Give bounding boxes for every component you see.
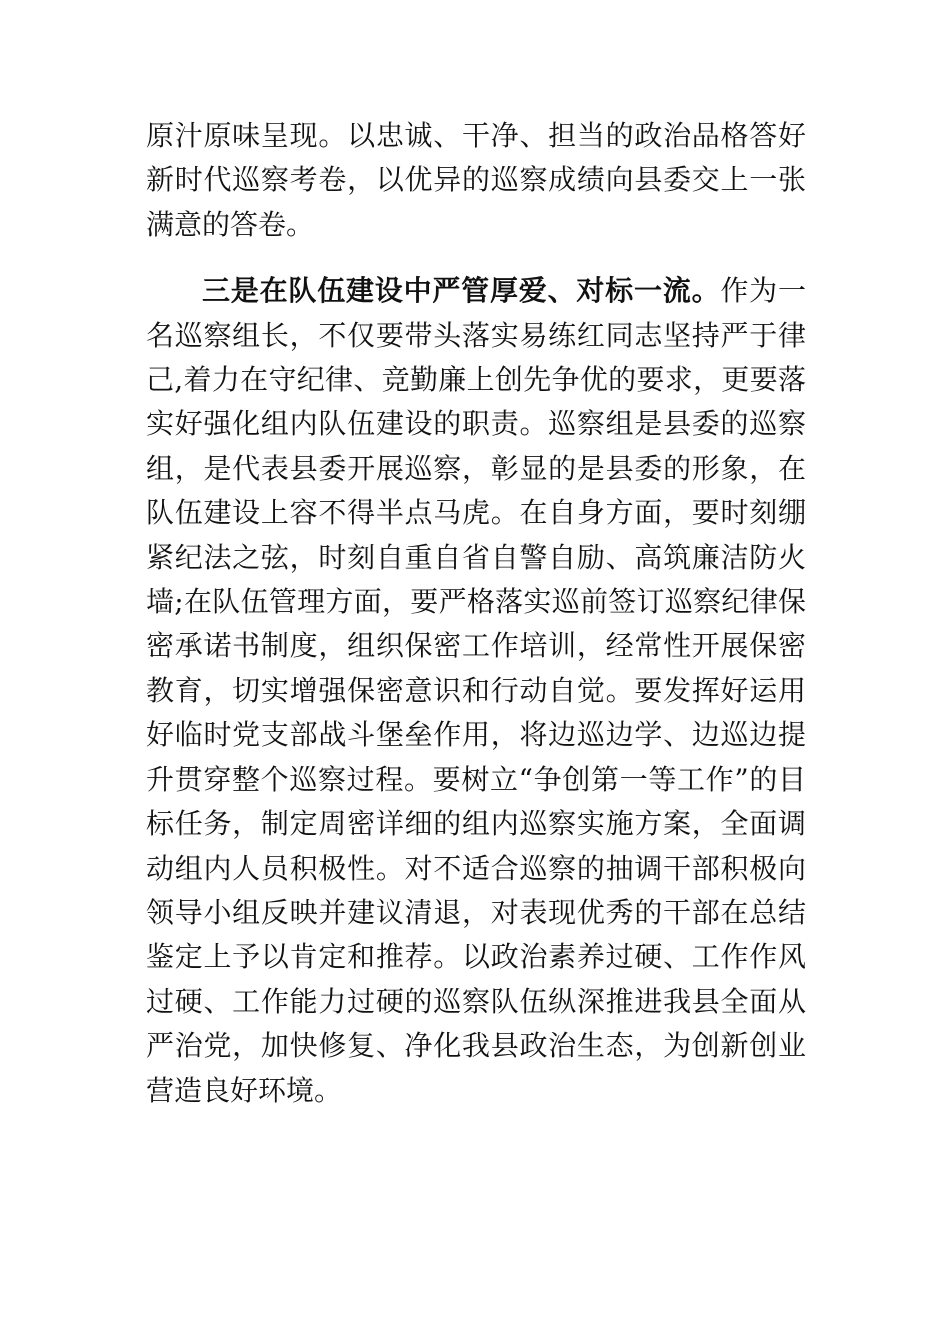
document-body bbox=[146, 114, 806, 1113]
paragraph-1 bbox=[146, 114, 806, 247]
paragraph-2-text: 作为一名巡察组长，不仅要带头落实易练红同志坚持严于律己,着力在守纪律、竞勤廉上创先争优的要求，更要落实好强化组内队伍建设的职责。巡察组是县委的巡察组，是代表县委开展巡察，彰显的是县委的形象，在队伍建设上容不得半点马虎。在自身方面，要时刻绷紧纪法之弦，时刻自重自省自警自励、高筑廉洁防火墙;在队伍管理方面，要严格落实巡前签订巡察纪律保密承诺书制度，组织保密工作培训，经常性开展保密教育，切实增强保密意识和行动自觉。要发挥好运用好临时党支部战斗堡垒作用，将边巡边学、边巡边提升贯穿整个巡察过程。要树立“争创第一等工作”的目标任务，制定周密详细的组内巡察实施方案，全面调动组内人员积极性。对不适合巡察的抽调干部积极向领导小组反映并建议清退，对表现优秀的干部在总结鉴定上予以肯定和推荐。以政治素养过硬、工作作风过硬、工作能力过硬的巡察队伍纵深推进我县全面从严治党，加快修复、净化我县政治生态，为创新创业营造良好环境。 bbox=[146, 274, 806, 1107]
paragraph-2-heading: 三是在队伍建设中严管厚爱、对标一流。 bbox=[202, 274, 721, 308]
paragraph-1-text: 原汁原味呈现。以忠诚、干净、担当的政治品格答好新时代巡察考卷，以优异的巡察成绩向县委交上一张满意的答卷。 bbox=[146, 119, 806, 241]
paragraph-2 bbox=[146, 269, 806, 1113]
